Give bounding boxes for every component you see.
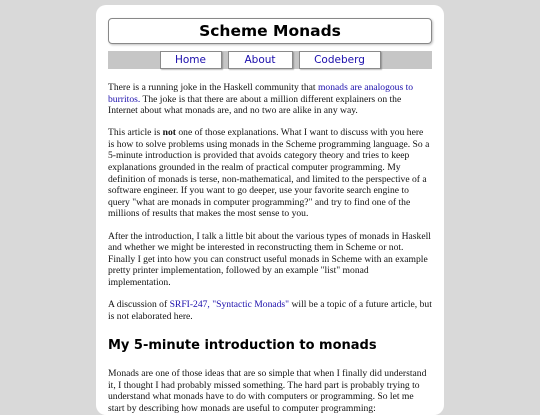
article-body <box>108 82 432 415</box>
srfi-paragraph: A discussion of SRFI-247, "Syntactic Monads" will be a topic of a future article, but is not elaborated here. <box>108 299 432 322</box>
nav-about-link[interactable]: About <box>228 51 293 69</box>
intro-paragraph: There is a running joke in the Haskell community that monads are analogous to burritos. The joke is that there are about a million different explainers on the Internet about what monads are, and no two are alike in any way. <box>108 82 414 117</box>
burritos-link[interactable]: monads are analogous to burritos. <box>108 82 414 105</box>
nav-codeberg-link[interactable]: Codeberg <box>299 51 381 69</box>
purpose-paragraph: This article is not one of those explanations. What I want to discuss with you here is how to solve problems using monads in the Scheme programming language. So a 5-minute introduction is provided that avoids category theory and tries to keep explanations grounded in the realm of practical computer programming. My definition of monads is terse, non-mathematical, and limited to the perspective of a software engineer. If you want to go deeper, use your favorite search engine to query "what are monads in computer programming?" and try to find one of the millions of results that makes the most sense to you. <box>108 127 430 220</box>
site-title: Scheme Monads <box>108 18 432 44</box>
page-card <box>96 5 444 415</box>
outline-paragraph: After the introduction, I talk a little bit about the various types of monads in Haskell and whether we might be interested in reconstructing them in Scheme or not. Finally I get into how you can construct useful monads in Scheme with an example pretty printer implementation, followed by an example "list" monad implementation. <box>108 230 431 288</box>
emphasis-not: not <box>162 127 176 139</box>
nav-bar <box>108 51 432 69</box>
srfi-247-link[interactable]: SRFI-247, "Syntactic Monads" <box>169 299 290 310</box>
nav-home-link[interactable]: Home <box>160 51 222 69</box>
section-heading: My 5-minute introduction to monads <box>108 338 377 354</box>
monads-intro-paragraph: Monads are one of those ideas that are so simple that when I finally did understand it, I thought I had probably missed something. The hard part is probably trying to understand what monads have to do with computers or programming. So let me start by describing how monads are useful to computer programming: <box>108 368 427 414</box>
